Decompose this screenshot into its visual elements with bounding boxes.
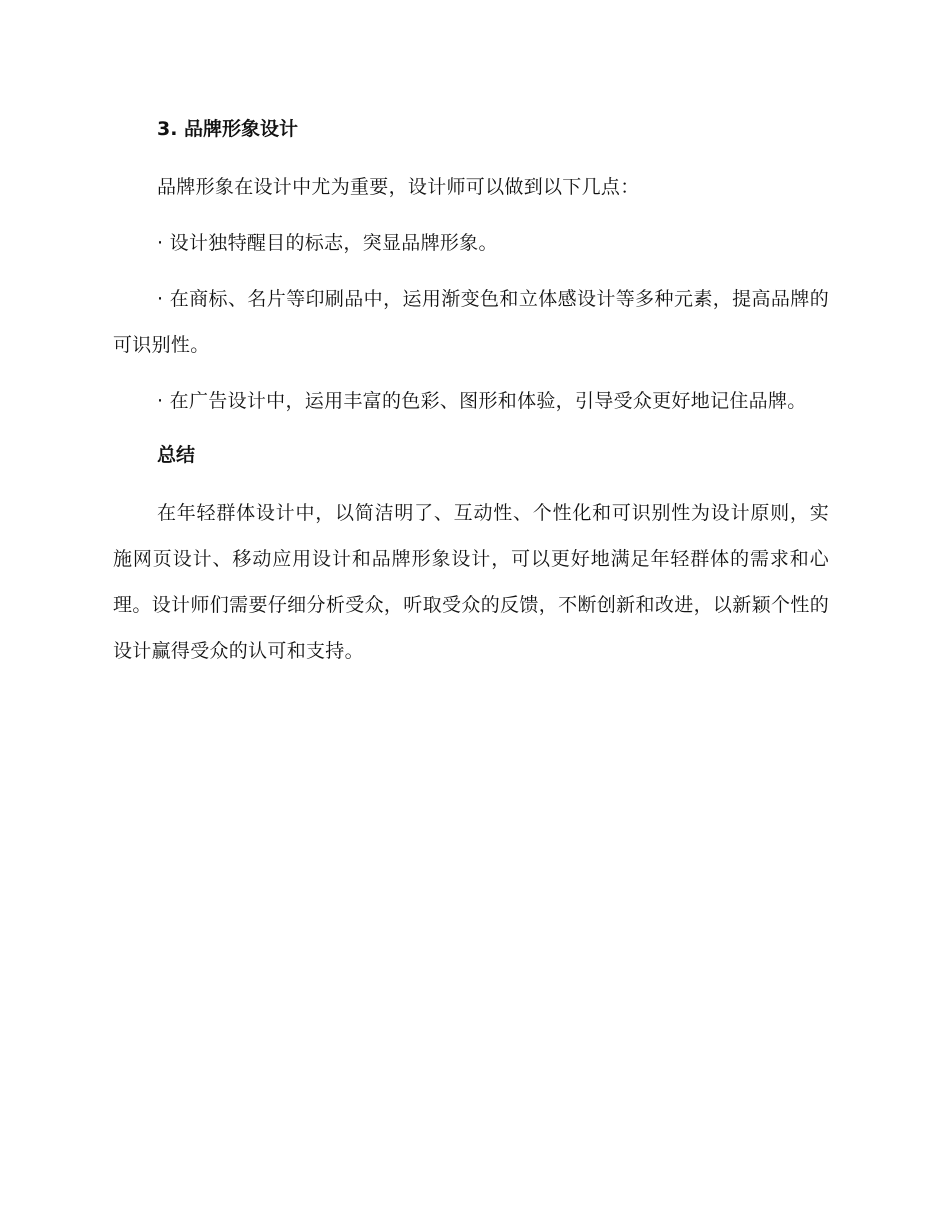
section-heading-brand-image: 3. 品牌形象设计: [157, 118, 299, 140]
bullet-item-print-materials: · 在商标、名片等印刷品中，运用渐变色和立体感设计等多种元素，提高品牌的可识别性。: [113, 288, 829, 356]
summary-heading: 总结: [157, 444, 196, 466]
summary-paragraph: 在年轻群体设计中，以简洁明了、互动性、个性化和可识别性为设计原则，实施网页设计、移动应用设计和品牌形象设计，可以更好地满足年轻群体的需求和心理。设计师们需要仔细分析受众，听取受众的反馈，不断创新和改进，以新颖个性的设计赢得受众的认可和支持。: [113, 502, 829, 662]
bullet-item-logo: · 设计独特醒目的标志，突显品牌形象。: [157, 232, 498, 254]
section-intro-paragraph: 品牌形象在设计中尤为重要，设计师可以做到以下几点：: [157, 176, 640, 198]
bullet-item-advertising: · 在广告设计中，运用丰富的色彩、图形和体验，引导受众更好地记住品牌。: [157, 390, 807, 412]
document-content: [113, 108, 829, 684]
